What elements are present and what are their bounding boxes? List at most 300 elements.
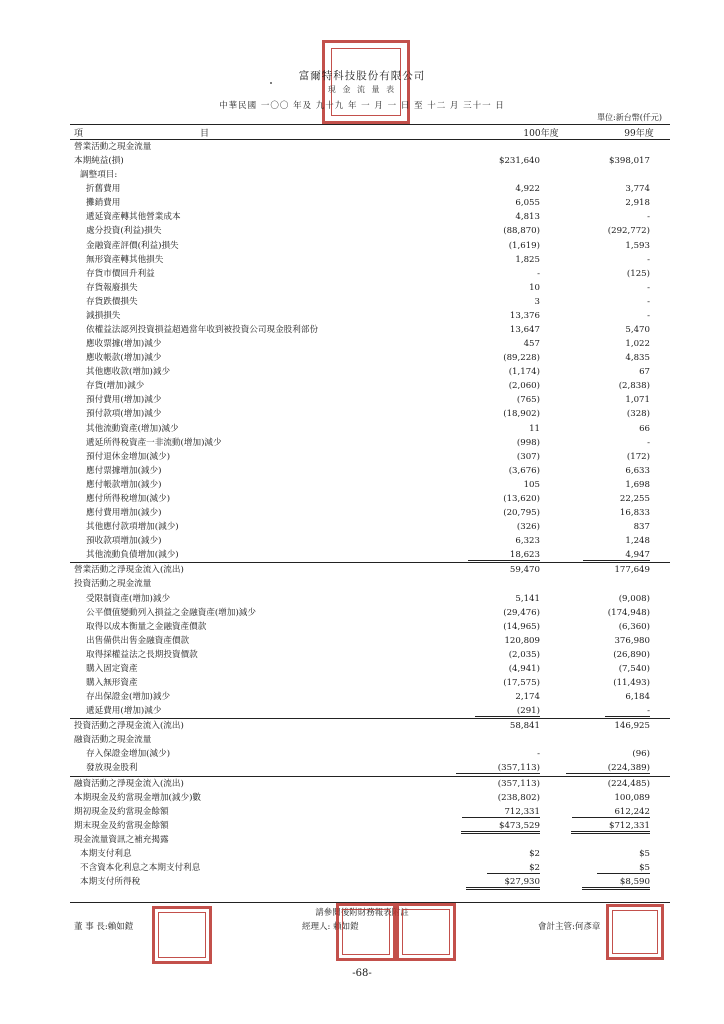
row-label: 投資活動之淨現金流入(流出) <box>74 721 184 732</box>
col-prior-year: 99年度 <box>624 129 654 139</box>
row-label: 折舊費用 <box>86 184 121 195</box>
table-row <box>70 337 670 351</box>
table-row <box>70 239 670 253</box>
prior-year-value-text: (96) <box>632 749 650 760</box>
current-year-value <box>503 407 540 421</box>
prior-year-value-text: 66 <box>639 423 650 434</box>
prior-year-value-text: 1,071 <box>625 395 650 406</box>
current-year-value-text: (4,941) <box>508 663 540 674</box>
scan-speck <box>270 82 272 84</box>
prior-year-value-text: (9,008) <box>618 593 650 604</box>
row-label: 其他流動負債增加(減少) <box>86 550 179 561</box>
current-year-value <box>517 450 540 464</box>
row-label: 應付帳款增加(減少) <box>86 479 162 490</box>
table-row <box>70 861 670 875</box>
row-label: 其他應收款(增加)減少 <box>86 367 171 378</box>
footnote-reference: 請參閱後附財務報表附註 <box>315 908 409 918</box>
row-label: 處分投資(利益)損失 <box>86 226 162 237</box>
prior-year-value-text: (224,485) <box>607 778 650 789</box>
current-year-value <box>509 365 540 379</box>
current-year-value-text: 4,922 <box>515 184 540 195</box>
prior-year-value-text: (292,772) <box>607 226 650 237</box>
prior-year-value <box>627 407 650 421</box>
current-year-value-text: 120,809 <box>504 635 540 646</box>
current-year-value-text: 712,331 <box>462 807 540 818</box>
current-year-value <box>503 506 540 520</box>
statement-title: 現 金 流 量 表 <box>327 85 397 94</box>
table-row <box>70 224 670 238</box>
prior-year-value <box>614 719 650 733</box>
current-year-value-text: 3 <box>534 296 540 307</box>
col-item-label-1: 項 <box>74 129 84 139</box>
row-label: 購入固定資產 <box>86 663 138 674</box>
current-year-value <box>510 563 540 577</box>
current-year-value <box>515 690 540 704</box>
col-item-label-2: 目 <box>200 129 210 139</box>
current-year-value <box>503 492 540 506</box>
table-row <box>70 620 670 634</box>
table-row <box>70 676 670 690</box>
prior-year-value <box>609 154 650 168</box>
current-year-value-text: $2 <box>487 863 540 874</box>
current-year-value-text: $231,640 <box>498 156 540 167</box>
row-label: 存出保證金(增加)減少 <box>86 692 171 703</box>
prior-year-value-text: 1,593 <box>625 240 650 251</box>
prior-year-value-text: 1,022 <box>625 339 650 350</box>
row-label: 減損損失 <box>86 310 121 321</box>
table-row <box>70 648 670 662</box>
prior-year-value-text: - <box>647 437 650 448</box>
prior-year-value <box>572 805 650 819</box>
table-row <box>70 464 670 478</box>
row-label: 依權益法認列投資損益超過當年收到被投資公司現金股利部份 <box>86 325 319 336</box>
table-row <box>70 323 670 337</box>
table-row <box>70 436 670 450</box>
row-label: 發放現金股利 <box>86 763 138 774</box>
row-label: 營業活動之現金流量 <box>74 142 152 152</box>
current-year-value-text: (2,060) <box>508 381 540 392</box>
current-year-value-text: (3,676) <box>508 465 540 476</box>
prior-year-value-text: 6,184 <box>625 692 650 703</box>
prior-year-value-text: 6,633 <box>625 465 650 476</box>
table-row <box>70 379 670 393</box>
prior-year-value <box>625 690 650 704</box>
table-row <box>70 805 670 819</box>
prior-year-value-text: - <box>647 212 650 223</box>
current-year-value <box>510 719 540 733</box>
prior-year-value <box>625 182 650 196</box>
manager-signature: 經理人: 賴如鎧 <box>302 922 359 932</box>
current-year-value <box>515 253 540 267</box>
row-label: 應收票據(增加)減少 <box>86 339 162 350</box>
table-row <box>70 351 670 365</box>
prior-year-value <box>647 436 650 450</box>
current-year-value <box>468 548 540 562</box>
table-row <box>70 393 670 407</box>
current-year-value <box>456 761 540 775</box>
accountant-seal-stamp <box>606 904 664 960</box>
row-label: 存貨(增加)減少 <box>86 381 145 392</box>
page-number: -68- <box>352 968 372 979</box>
current-year-value <box>504 634 540 648</box>
current-year-value-text: (1,619) <box>508 240 540 251</box>
current-year-value-text: - <box>537 268 540 279</box>
prior-year-value <box>627 450 650 464</box>
prior-year-value-text: (2,838) <box>618 381 650 392</box>
prior-year-value-text: $398,017 <box>608 156 650 167</box>
current-year-value <box>517 393 540 407</box>
prior-year-value-text: 612,242 <box>572 807 650 818</box>
table-row <box>70 718 670 733</box>
prior-year-value <box>639 422 650 436</box>
table-row <box>70 309 670 323</box>
row-label: 遞延資產轉其他營業成本 <box>86 212 181 223</box>
prior-year-value-text: (11,493) <box>613 677 650 688</box>
chairman-signature: 董 事 長:賴如鎧 <box>74 922 134 932</box>
prior-year-value <box>632 747 650 761</box>
row-label: 本期純益(損) <box>74 156 124 167</box>
current-year-value <box>462 805 540 819</box>
prior-year-value <box>614 563 650 577</box>
row-label: 本期支付利息 <box>80 848 132 859</box>
current-year-value <box>503 620 540 634</box>
table-row <box>70 267 670 281</box>
table-row <box>70 747 670 761</box>
current-year-value <box>509 379 540 393</box>
current-year-value <box>510 309 540 323</box>
prior-year-value-text: 177,649 <box>614 565 650 576</box>
table-row <box>70 733 670 747</box>
prior-year-value <box>619 620 650 634</box>
prior-year-value <box>619 662 650 676</box>
row-label: 存貨市價回升利益 <box>86 268 155 279</box>
prior-year-value <box>625 393 650 407</box>
table-row <box>70 606 670 620</box>
prior-year-value <box>625 337 650 351</box>
table-row <box>70 833 670 847</box>
current-year-value-text: 457 <box>523 339 540 350</box>
table-row <box>70 776 670 791</box>
prior-year-value-text: (7,540) <box>618 663 650 674</box>
prior-year-value-text: 1,698 <box>625 479 650 490</box>
current-year-value-text: 59,470 <box>509 565 540 576</box>
table-row <box>70 422 670 436</box>
row-label: 遞延所得稅資產一非流動(增加)減少 <box>86 437 222 448</box>
row-label: 無形資產轉其他損失 <box>86 254 164 265</box>
current-year-value-text: (765) <box>516 395 540 406</box>
table-row <box>70 562 670 577</box>
prior-year-value <box>639 847 650 861</box>
prior-year-value-text: - <box>647 282 650 293</box>
prior-year-value <box>647 253 650 267</box>
row-label: 其他流動資產(增加)減少 <box>86 423 179 434</box>
table-row <box>70 761 670 775</box>
current-year-value-text: (291) <box>475 706 540 717</box>
row-label: 購入無形資產 <box>86 677 138 688</box>
prior-year-value <box>620 506 650 520</box>
current-year-value-text: 2,174 <box>515 692 540 703</box>
cash-flow-table <box>70 140 670 889</box>
table-row <box>70 365 670 379</box>
row-label: 應付費用增加(減少) <box>86 508 162 519</box>
prior-year-value <box>625 351 650 365</box>
row-label: 期初現金及約當現金餘額 <box>74 806 169 817</box>
row-label: 融資活動之淨現金流入(流出) <box>74 778 184 789</box>
current-year-value-text: (17,575) <box>503 677 540 688</box>
row-label: 現金流量資訊之補充揭露 <box>74 834 169 845</box>
prior-year-value-text: (172) <box>626 451 650 462</box>
prior-year-value <box>625 239 650 253</box>
row-label: 遞延費用(增加)減少 <box>86 706 162 717</box>
current-year-value-text: 4,813 <box>515 212 540 223</box>
prior-year-value <box>625 478 650 492</box>
current-year-value-text: (13,620) <box>503 493 540 504</box>
current-year-value <box>461 819 540 833</box>
table-row <box>70 548 670 562</box>
current-year-value <box>503 676 540 690</box>
table-row <box>70 295 670 309</box>
table-row <box>70 253 670 267</box>
table-row <box>70 154 670 168</box>
prior-year-value <box>634 520 650 534</box>
current-year-value <box>509 464 540 478</box>
current-year-value-text: (998) <box>516 437 540 448</box>
current-year-value-text: (1,174) <box>508 367 540 378</box>
table-row <box>70 478 670 492</box>
table-row <box>70 450 670 464</box>
row-label: 金融資產評價(利益)損失 <box>86 240 179 251</box>
row-label: 存入保證金增加(減少) <box>86 749 171 760</box>
current-year-value-text: 1,825 <box>515 254 540 265</box>
prior-year-value-text: (174,948) <box>607 607 650 618</box>
current-year-value-text: (2,035) <box>508 649 540 660</box>
statement-period: 中華民國 一〇〇 年及 九十九 年 一 月 一 日 至 十二 月 三十一 日 <box>219 101 505 111</box>
prior-year-value-text: 3,774 <box>625 184 650 195</box>
prior-year-value <box>619 592 650 606</box>
prior-year-value-text: 376,980 <box>614 635 650 646</box>
row-label: 不含資本化利息之本期支付利息 <box>80 862 201 873</box>
current-year-value-text: 10 <box>529 282 540 293</box>
current-year-value-text: (307) <box>516 451 540 462</box>
prior-year-value <box>608 224 650 238</box>
table-row <box>70 506 670 520</box>
prior-year-value <box>605 704 650 718</box>
prior-year-value <box>608 606 650 620</box>
manager-seal-stamp-2 <box>396 903 456 961</box>
current-year-value <box>537 747 540 761</box>
current-year-value <box>503 351 540 365</box>
current-year-value-text: (88,870) <box>503 226 540 237</box>
current-year-value-text: 18,623 <box>468 550 540 561</box>
table-row <box>70 520 670 534</box>
table-row <box>70 210 670 224</box>
prior-year-value <box>627 267 650 281</box>
current-year-value <box>515 534 540 548</box>
prior-year-value-text: (328) <box>626 409 650 420</box>
row-label: 融資活動之現金流量 <box>74 735 152 746</box>
prior-year-value-text: 67 <box>639 367 650 378</box>
prior-year-value-text: $5 <box>597 863 650 874</box>
prior-year-value-text: (224,389) <box>566 763 650 774</box>
row-label: 營業活動之淨現金流入(流出) <box>74 565 184 576</box>
row-label: 預收款項增加(減少) <box>86 536 162 547</box>
current-year-value-text: (238,802) <box>497 792 540 803</box>
row-label: 本期現金及約當現金增加(減少)數 <box>74 792 202 803</box>
current-year-value-text: 58,841 <box>509 721 540 732</box>
prior-year-value <box>625 323 650 337</box>
prior-year-value-text: (125) <box>626 268 650 279</box>
current-year-value <box>515 592 540 606</box>
current-year-value-text: (357,113) <box>456 763 540 774</box>
table-row <box>70 791 670 805</box>
current-year-value-text: (89,228) <box>503 353 540 364</box>
current-year-value-text: (20,795) <box>503 508 540 519</box>
current-year-value <box>503 224 540 238</box>
prior-year-value-text: $712,331 <box>571 821 650 834</box>
prior-year-value-text: $8,590 <box>582 877 650 890</box>
prior-year-value <box>608 777 650 791</box>
prior-year-value <box>620 492 650 506</box>
current-year-value-text: $27,930 <box>466 877 540 890</box>
current-year-value-text: (326) <box>516 522 540 533</box>
table-row <box>70 182 670 196</box>
table-row <box>70 690 670 704</box>
row-label: 預付退休金增加(減少) <box>86 451 171 462</box>
prior-year-value-text: 146,925 <box>614 721 650 732</box>
current-year-value <box>529 847 540 861</box>
table-row <box>70 196 670 210</box>
row-label: 應收帳款(增加)減少 <box>86 353 162 364</box>
prior-year-value-text: - <box>647 310 650 321</box>
row-label: 預付款項(增加)減少 <box>86 409 162 420</box>
table-row <box>70 592 670 606</box>
row-label: 公平價值變動列入損益之金融資產(增加)減少 <box>86 607 256 618</box>
prior-year-value <box>566 761 650 775</box>
row-label: 期末現金及約當現金餘額 <box>74 820 169 831</box>
table-row <box>70 704 670 718</box>
prior-year-value <box>613 648 650 662</box>
current-year-value <box>517 520 540 534</box>
table-row <box>70 407 670 421</box>
current-year-value <box>537 267 540 281</box>
table-row <box>70 577 670 591</box>
current-year-value <box>503 606 540 620</box>
row-label: 受限制資產(增加)減少 <box>86 593 171 604</box>
current-year-value <box>499 154 540 168</box>
current-year-value-text: 105 <box>523 479 540 490</box>
company-name: 富爾特科技股份有限公司 <box>298 70 426 82</box>
table-row <box>70 492 670 506</box>
table-row <box>70 662 670 676</box>
prior-year-value <box>619 379 650 393</box>
current-year-value-text: 13,376 <box>509 310 540 321</box>
prior-year-value-text: - <box>605 706 650 717</box>
prior-year-value <box>582 875 650 889</box>
current-year-value <box>498 777 540 791</box>
row-label: 應付票據增加(減少) <box>86 465 162 476</box>
prior-year-value <box>625 464 650 478</box>
current-year-value <box>509 239 540 253</box>
prior-year-value-text: $5 <box>639 848 650 859</box>
chairman-seal-stamp <box>152 906 212 964</box>
prior-year-value <box>647 295 650 309</box>
prior-year-value-text: - <box>647 254 650 265</box>
row-label: 存貨跌價損失 <box>86 296 138 307</box>
current-year-value-text: 13,647 <box>509 325 540 336</box>
table-header <box>70 124 670 140</box>
current-year-value-text: (357,113) <box>497 778 540 789</box>
row-label: 存貨報廢損失 <box>86 282 138 293</box>
current-year-value <box>509 662 540 676</box>
current-year-value-text: 11 <box>529 423 540 434</box>
prior-year-value-text: 837 <box>633 522 650 533</box>
prior-year-value-text: (26,890) <box>613 649 650 660</box>
row-label: 攤銷費用 <box>86 198 121 209</box>
prior-year-value-text: 4,835 <box>625 353 650 364</box>
current-year-value-text: $2 <box>529 848 540 859</box>
table-row <box>70 847 670 861</box>
prior-year-value <box>614 791 650 805</box>
table-row <box>70 634 670 648</box>
current-year-value <box>509 648 540 662</box>
row-label: 投資活動之現金流量 <box>74 579 152 590</box>
current-year-value <box>510 323 540 337</box>
prior-year-value <box>639 365 650 379</box>
current-year-value <box>515 210 540 224</box>
row-label: 取得採權益法之長期投資價款 <box>86 649 198 660</box>
current-year-value-text: $473,529 <box>461 821 540 834</box>
prior-year-value <box>571 819 650 833</box>
row-label: 本期支付所得稅 <box>80 877 141 888</box>
prior-year-value-text: 4,947 <box>583 550 650 561</box>
current-year-value <box>535 295 540 309</box>
manager-seal-stamp-1 <box>336 903 396 961</box>
prior-year-value-text: 2,918 <box>625 198 650 209</box>
row-label: 預付費用(增加)減少 <box>86 395 162 406</box>
prior-year-value <box>647 210 650 224</box>
prior-year-value <box>647 309 650 323</box>
prior-year-value <box>597 861 650 875</box>
prior-year-value-text: 22,255 <box>619 493 650 504</box>
prior-year-value <box>625 534 650 548</box>
col-current-year: 100年度 <box>523 129 559 139</box>
prior-year-value <box>613 676 650 690</box>
table-row <box>70 875 670 889</box>
current-year-value-text: - <box>537 749 540 760</box>
row-label: 出售備供出售金融資產價款 <box>86 635 190 646</box>
current-year-value <box>524 478 540 492</box>
table-row <box>70 534 670 548</box>
prior-year-value <box>583 548 650 562</box>
accountant-signature: 會計主管:何彥章 <box>538 922 601 932</box>
current-year-value-text: (18,902) <box>503 409 540 420</box>
row-label: 取得以成本衡量之金融資產價款 <box>86 621 207 632</box>
row-label: 調整項目: <box>80 170 118 181</box>
current-year-value <box>498 791 540 805</box>
current-year-value-text: (29,476) <box>503 607 540 618</box>
prior-year-value <box>614 634 650 648</box>
current-year-value <box>524 337 540 351</box>
current-year-value-text: 6,323 <box>515 536 540 547</box>
table-row <box>70 281 670 295</box>
prior-year-value-text: 1,248 <box>625 536 650 547</box>
prior-year-value-text: 100,089 <box>614 792 650 803</box>
prior-year-value-text: (6,360) <box>618 621 650 632</box>
current-year-value-text: 5,141 <box>515 593 540 604</box>
row-label: 其他應付款項增加(減少) <box>86 522 179 533</box>
current-year-value <box>529 422 540 436</box>
prior-year-value-text: 16,833 <box>619 508 650 519</box>
